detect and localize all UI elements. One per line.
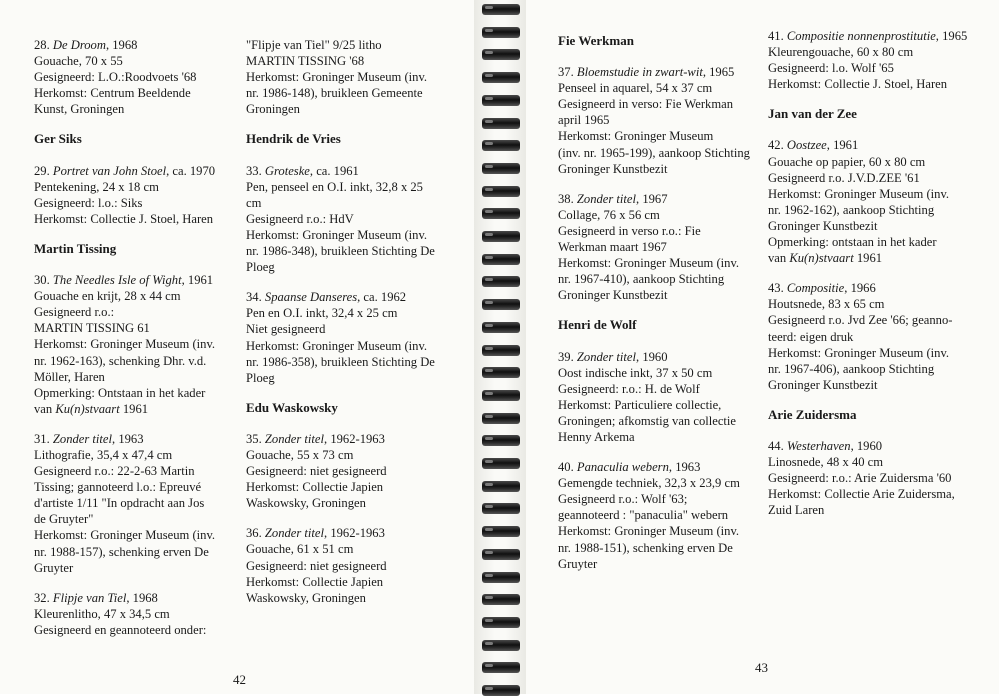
- spiral-ring: [482, 4, 520, 15]
- entry-suffix: , 1961: [826, 138, 859, 153]
- spiral-ring: [482, 662, 520, 673]
- spiral-ring: [482, 254, 520, 265]
- entry-prefix: 33.: [246, 163, 265, 178]
- entry-prefix: 41.: [768, 29, 787, 43]
- spiral-ring: [482, 299, 520, 310]
- entry-line: MARTIN TISSING '68: [246, 54, 365, 69]
- entry-line: nr. 1962-163), schenking Dhr. v.d.: [34, 353, 207, 368]
- entry-line: [768, 28, 990, 44]
- entry-line: Kunst, Groningen: [34, 102, 125, 117]
- entry-suffix: , 1965: [935, 29, 968, 43]
- entry-line: Waskowsky, Groningen: [246, 590, 366, 605]
- catalogue-entry: [558, 349, 763, 446]
- entry-line: Herkomst: Groninger Museum (inv.: [246, 227, 428, 242]
- entry-line: Gesigneerd r.o. J.V.D.ZEE '61: [768, 170, 920, 185]
- entry-line: Gouache op papier, 60 x 80 cm: [768, 154, 926, 169]
- entry-line: "Flipje van Tiel" 9/25 litho: [246, 38, 382, 52]
- entry-prefix: 30.: [34, 273, 53, 288]
- entry-line: Gesigneerd: r.o.: H. de Wolf: [558, 381, 700, 396]
- spiral-ring: [482, 685, 520, 696]
- catalogue-entry: [246, 163, 468, 276]
- entry-line: april 1965: [558, 113, 610, 128]
- spiral-ring: [482, 549, 520, 560]
- catalogue-entry: [34, 163, 239, 227]
- spiral-binding: [474, 0, 526, 694]
- artwork-title: Flipje van Tiel: [52, 590, 127, 605]
- entry-line: [558, 459, 763, 475]
- entry-line: Gemengde techniek, 32,3 x 23,9 cm: [558, 476, 740, 491]
- artwork-title: De Droom: [52, 38, 106, 52]
- entry-suffix: , 1968: [105, 38, 138, 52]
- entry-prefix: van: [34, 401, 56, 416]
- artwork-title: Zonder titel: [576, 349, 637, 364]
- entry-line: Gesigneerd r.o.: 22-2-63 Martin: [34, 464, 195, 479]
- entry-line: [34, 401, 239, 417]
- entry-suffix: , ca. 1970: [166, 163, 216, 178]
- entry-prefix: van: [768, 251, 790, 266]
- artwork-title: Ku(n)stvaart: [55, 401, 120, 416]
- entry-line: nr. 1967-410), aankoop Stichting: [558, 272, 725, 287]
- entry-prefix: 31.: [34, 431, 53, 446]
- entry-line: Herkomst: Collectie J. Stoel, Haren: [34, 211, 214, 226]
- catalogue-entry: [768, 28, 990, 92]
- spiral-ring: [482, 72, 520, 83]
- catalogue-entry: [558, 459, 763, 572]
- entry-line: Gesigneerd r.o.:: [34, 305, 115, 320]
- entry-line: Groninger Kunstbezit: [558, 288, 668, 303]
- artwork-title: Spaanse Danseres: [264, 290, 358, 305]
- spiral-ring: [482, 208, 520, 219]
- entry-line: Gesigneerd in verso r.o.: Fie: [558, 223, 701, 238]
- spiral-ring: [482, 276, 520, 287]
- entry-line: Möller, Haren: [34, 369, 105, 384]
- entry-line: Herkomst: Collectie Arie Zuidersma,: [768, 487, 955, 502]
- entry-line: Gruyter: [34, 560, 74, 575]
- artwork-title: Zonder titel: [576, 191, 637, 206]
- entry-prefix: 29.: [34, 163, 53, 178]
- entry-suffix: , 1962-1963: [324, 431, 385, 446]
- entry-line: Gesigneerd: niet gesigneerd: [246, 464, 387, 479]
- spiral-ring: [482, 49, 520, 60]
- entry-line: [34, 431, 239, 447]
- entry-line: Gesigneerd r.o.: HdV: [246, 211, 354, 226]
- entry-prefix: 35.: [246, 431, 265, 446]
- entry-line: MARTIN TISSING 61: [34, 321, 150, 336]
- spiral-ring: [482, 481, 520, 492]
- catalogue-entry: [246, 37, 468, 117]
- entry-prefix: 42.: [768, 138, 787, 153]
- entry-line: Groninger Kunstbezit: [558, 161, 668, 176]
- spiral-ring: [482, 435, 520, 446]
- artwork-title: The Needles Isle of Wight: [52, 273, 182, 288]
- spiral-ring: [482, 118, 520, 129]
- spiral-ring: [482, 95, 520, 106]
- entry-line: Herkomst: Groninger Museum (inv.: [768, 345, 950, 360]
- spiral-ring: [482, 617, 520, 628]
- artist-heading: Martin Tissing: [34, 240, 117, 256]
- entry-line: cm: [246, 195, 262, 210]
- catalogue-entry: [558, 191, 763, 304]
- artist-heading: Edu Waskowsky: [246, 399, 338, 415]
- entry-line: Groninger Kunstbezit: [768, 377, 878, 392]
- entry-line: nr. 1986-348), bruikleen Stichting De: [246, 244, 435, 259]
- entry-line: [34, 163, 239, 179]
- artwork-title: Portret van John Stoel: [52, 163, 167, 178]
- right-page: [526, 0, 999, 694]
- entry-line: Penseel in aquarel, 54 x 37 cm: [558, 81, 713, 96]
- entry-line: Groninger Kunstbezit: [768, 218, 878, 233]
- catalogue-entry: [34, 590, 239, 638]
- entry-line: Gesigneerd: l.o. Wolf '65: [768, 61, 894, 76]
- entry-line: Tissing; gannoteerd l.o.: Epreuvé: [34, 480, 202, 495]
- entry-line: Gesigneerd r.o. Jvd Zee '66; geanno-: [768, 313, 953, 328]
- entry-line: Herkomst: Groninger Museum (inv.: [558, 256, 740, 271]
- entry-line: Kleurenlitho, 47 x 34,5 cm: [34, 606, 170, 621]
- entry-line: [768, 438, 990, 454]
- entry-line: Henny Arkema: [558, 429, 635, 444]
- entry-line: Lithografie, 35,4 x 47,4 cm: [34, 447, 173, 462]
- entry-suffix: , 1960: [850, 438, 883, 453]
- entry-line: Gouache, 61 x 51 cm: [246, 542, 354, 557]
- entry-line: Groningen; afkomstig van collectie: [558, 413, 737, 428]
- artwork-title: Zonder titel: [52, 431, 113, 446]
- artwork-title: Westerhaven: [786, 438, 851, 453]
- left-page: [0, 0, 474, 694]
- entry-line: Gesigneerd: l.o.: Siks: [34, 195, 143, 210]
- page-number-left: 42: [233, 672, 246, 687]
- spiral-ring: [482, 390, 520, 401]
- artwork-title: Zonder titel: [264, 526, 325, 541]
- catalogue-entry: [34, 431, 239, 576]
- entry-line: Gruyter: [558, 556, 598, 571]
- entry-line: Herkomst: Groninger Museum (inv.: [246, 338, 428, 353]
- spiral-ring: [482, 163, 520, 174]
- spiral-ring: [482, 594, 520, 605]
- entry-line: de Gruyter": [34, 512, 94, 527]
- entry-suffix: , 1963: [668, 460, 701, 475]
- entry-line: Herkomst: Groninger Museum (inv.: [558, 524, 740, 539]
- catalogue-entry: [768, 137, 990, 266]
- entry-line: nr. 1962-162), aankoop Stichting: [768, 202, 935, 217]
- entry-line: Collage, 76 x 56 cm: [558, 207, 660, 222]
- entry-prefix: 43.: [768, 281, 787, 296]
- artwork-title: Zonder titel: [264, 431, 325, 446]
- entry-line: nr. 1967-406), aankoop Stichting: [768, 361, 935, 376]
- entry-line: [34, 590, 239, 606]
- entry-prefix: 39.: [558, 349, 577, 364]
- entry-line: Gesigneerd en geannoteerd onder:: [34, 622, 207, 637]
- right-column-2: [768, 28, 990, 532]
- entry-line: Oost indische inkt, 37 x 50 cm: [558, 365, 713, 380]
- entry-line: geannoteerd : "panaculia" webern: [558, 508, 729, 523]
- spiral-ring: [482, 27, 520, 38]
- entry-line: Groningen: [246, 102, 300, 117]
- catalogue-entry: [246, 525, 468, 605]
- entry-line: Gesigneerd: niet gesigneerd: [246, 558, 387, 573]
- entry-line: Gouache, 70 x 55: [34, 54, 123, 69]
- entry-line: Pentekening, 24 x 18 cm: [34, 179, 159, 194]
- artist-heading: Ger Siks: [34, 131, 82, 147]
- catalogue-entry: [34, 37, 239, 117]
- catalogue-entry: [34, 272, 239, 417]
- entry-line: Herkomst: Collectie J. Stoel, Haren: [768, 77, 948, 92]
- entry-line: Pen en O.I. inkt, 32,4 x 25 cm: [246, 306, 398, 321]
- spiral-ring: [482, 503, 520, 514]
- artwork-title: Bloemstudie in zwart-wit: [576, 65, 703, 80]
- entry-line: [34, 272, 239, 288]
- entry-prefix: 44.: [768, 438, 787, 453]
- artwork-title: Compositie nonnenprostitutie: [786, 29, 936, 43]
- right-column-1: [558, 31, 763, 586]
- entry-suffix: 1961: [119, 401, 149, 416]
- entry-line: Herkomst: Groninger Museum (inv.: [246, 70, 428, 85]
- catalogue-entry: [768, 280, 990, 393]
- entry-suffix: , 1965: [702, 65, 735, 80]
- entry-line: Herkomst: Collectie Japien: [246, 574, 384, 589]
- entry-line: Waskowsky, Groningen: [246, 496, 366, 511]
- artwork-title: Compositie: [786, 281, 845, 296]
- spiral-ring: [482, 526, 520, 537]
- entry-line: Gouache en krijt, 28 x 44 cm: [34, 289, 181, 304]
- entry-line: [246, 525, 468, 541]
- entry-line: [34, 37, 239, 53]
- entry-line: Herkomst: Groninger Museum: [558, 129, 714, 144]
- catalogue-entry: [246, 289, 468, 386]
- artwork-title: Panaculia webern: [576, 460, 669, 475]
- artist-heading: Fie Werkman: [558, 33, 634, 48]
- entry-prefix: 38.: [558, 191, 577, 206]
- artist-heading: Henri de Wolf: [558, 317, 637, 333]
- artwork-title: Groteske: [264, 163, 310, 178]
- entry-line: Herkomst: Centrum Beeldende: [34, 86, 191, 101]
- entry-line: Gesigneerd: r.o.: Arie Zuidersma '60: [768, 471, 952, 486]
- entry-prefix: 36.: [246, 526, 265, 541]
- entry-suffix: , 1960: [636, 349, 668, 364]
- entry-prefix: 37.: [558, 65, 577, 80]
- entry-suffix: 1961: [853, 251, 883, 266]
- entry-line: Herkomst: Groninger Museum (inv.: [34, 337, 216, 352]
- page-number-right: 43: [755, 660, 768, 675]
- entry-line: Herkomst: Groninger Museum (inv.: [34, 528, 216, 543]
- entry-suffix: , 1968: [126, 590, 158, 605]
- entry-line: Gouache, 55 x 73 cm: [246, 447, 354, 462]
- entry-suffix: , ca. 1962: [357, 290, 407, 305]
- spiral-ring: [482, 572, 520, 583]
- spiral-ring: [482, 322, 520, 333]
- entry-line: Ploeg: [246, 260, 275, 275]
- entry-line: Opmerking: ontstaan in het kader: [768, 235, 937, 250]
- entry-prefix: 28.: [34, 38, 53, 52]
- artist-heading: Arie Zuidersma: [768, 406, 857, 422]
- artist-heading: Hendrik de Vries: [246, 131, 341, 147]
- entry-line: Kleurengouache, 60 x 80 cm: [768, 45, 914, 60]
- entry-line: Gesigneerd in verso: Fie Werkman: [558, 97, 734, 112]
- entry-line: Herkomst: Particuliere collectie,: [558, 397, 722, 412]
- entry-prefix: 40.: [558, 460, 577, 475]
- entry-line: Herkomst: Groninger Museum (inv.: [768, 186, 950, 201]
- spiral-ring: [482, 186, 520, 197]
- entry-suffix: , ca. 1961: [309, 163, 359, 178]
- entry-line: Opmerking: Ontstaan in het kader: [34, 385, 206, 400]
- spiral-ring: [482, 458, 520, 469]
- entry-suffix: , 1967: [636, 191, 668, 206]
- entry-line: Herkomst: Collectie Japien: [246, 480, 384, 495]
- entry-line: [558, 64, 763, 80]
- entry-line: Pen, penseel en O.I. inkt, 32,8 x 25: [246, 179, 423, 194]
- artwork-title: Ku(n)stvaart: [789, 251, 854, 266]
- entry-line: Houtsnede, 83 x 65 cm: [768, 297, 885, 312]
- entry-line: Gesigneerd r.o.: Wolf '63;: [558, 492, 688, 507]
- spiral-ring: [482, 345, 520, 356]
- entry-suffix: , 1966: [844, 281, 876, 296]
- entry-line: (inv. nr. 1965-199), aankoop Stichting: [558, 145, 750, 160]
- entry-suffix: , 1963: [112, 431, 144, 446]
- entry-line: Niet gesigneerd: [246, 322, 326, 337]
- entry-line: nr. 1986-358), bruikleen Stichting De: [246, 354, 435, 369]
- entry-line: Werkman maart 1967: [558, 240, 667, 255]
- entry-line: Linosnede, 48 x 40 cm: [768, 455, 884, 470]
- spiral-ring: [482, 640, 520, 651]
- artwork-title: Oostzee: [786, 138, 827, 153]
- spiral-ring: [482, 231, 520, 242]
- entry-line: Gesigneerd: L.O.:Roodvoets '68: [34, 70, 197, 85]
- entry-line: Zuid Laren: [768, 503, 825, 518]
- entry-suffix: , 1961: [181, 273, 214, 288]
- spiral-ring: [482, 413, 520, 424]
- entry-line: [246, 163, 468, 179]
- entry-prefix: 34.: [246, 290, 265, 305]
- entry-line: nr. 1986-148), bruikleen Gemeente: [246, 86, 423, 101]
- entry-line: [558, 349, 763, 365]
- artist-heading: Jan van der Zee: [768, 106, 857, 122]
- catalogue-entry: [768, 438, 990, 518]
- entry-line: [768, 137, 990, 153]
- entry-line: teerd: eigen druk: [768, 329, 854, 344]
- catalogue-entry: [246, 431, 468, 511]
- entry-line: d'artiste 1/11 "In opdracht aan Jos: [34, 496, 205, 511]
- left-column-1: [34, 37, 239, 652]
- entry-line: [246, 431, 468, 447]
- entry-line: [768, 280, 990, 296]
- entry-line: [558, 191, 763, 207]
- entry-line: Ploeg: [246, 370, 275, 385]
- entry-line: [768, 250, 990, 266]
- entry-prefix: 32.: [34, 590, 53, 605]
- entry-line: [246, 289, 468, 305]
- spiral-ring: [482, 367, 520, 378]
- spiral-ring: [482, 140, 520, 151]
- entry-line: nr. 1988-157), schenking erven De: [34, 544, 209, 559]
- entry-line: nr. 1988-151), schenking erven De: [558, 540, 733, 555]
- left-column-2: [246, 37, 468, 620]
- catalogue-entry: [558, 64, 763, 177]
- entry-suffix: , 1962-1963: [324, 526, 385, 541]
